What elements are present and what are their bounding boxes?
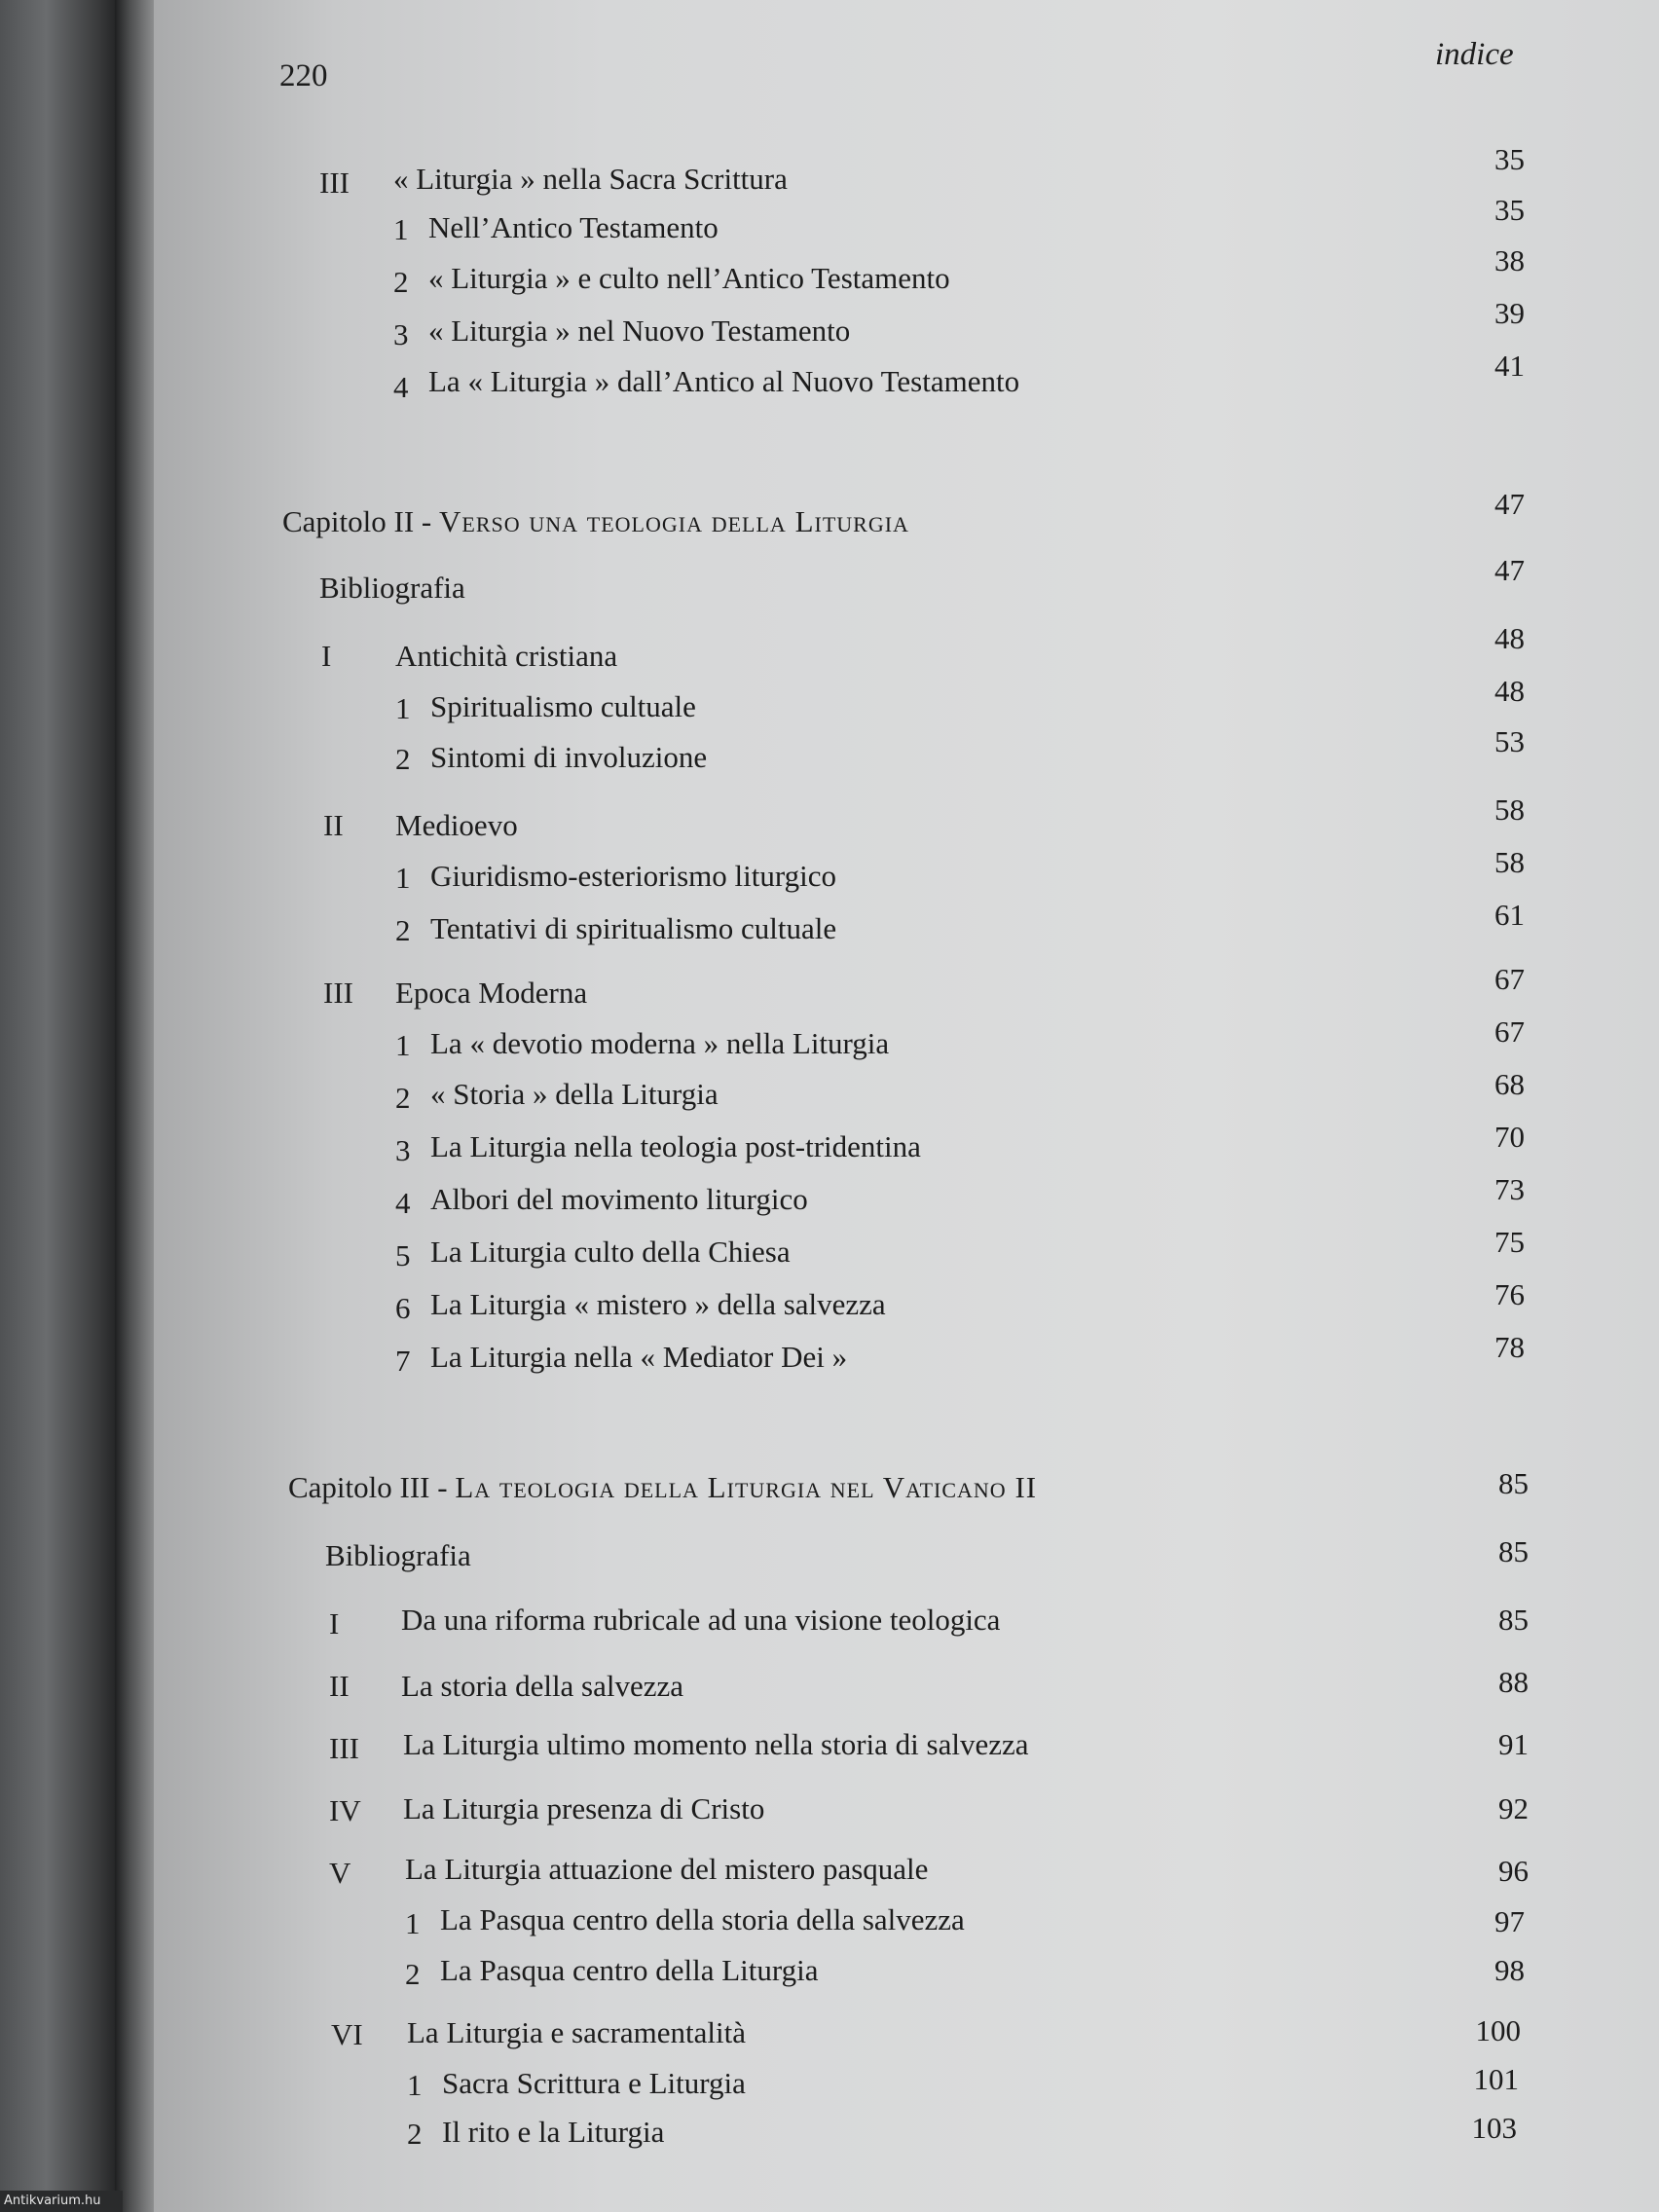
toc-part-title: La Liturgia presenza di Cristo [403,1791,765,1825]
toc-part-title: La Liturgia attuazione del mistero pasquale [405,1852,929,1886]
toc-part-number: IV [329,1793,361,1827]
toc-part-title: Antichità cristiana [395,639,618,673]
toc-item-title: Sacra Scrittura e Liturgia [442,2066,746,2100]
toc-page-number: 61 [1494,898,1525,932]
toc-item-number: 4 [393,370,409,404]
page-number: 220 [279,58,328,93]
toc-page-number: 48 [1494,621,1525,655]
toc-page-number: 58 [1494,793,1525,827]
running-title: indice [1435,37,1514,72]
toc-item-number: 4 [395,1186,411,1220]
toc-page-number: 78 [1494,1330,1525,1364]
toc-item-number: 1 [395,861,411,895]
toc-item-title: « Liturgia » e culto nell’Antico Testamento [428,261,950,295]
toc-page-number: 98 [1494,1953,1525,1987]
toc-item-number: 2 [395,1081,411,1115]
toc-part-title: Epoca Moderna [395,976,588,1010]
toc-part-number: III [323,976,353,1010]
toc-item-title: La « devotio moderna » nella Liturgia [430,1026,890,1060]
toc-item-number: 7 [395,1344,411,1378]
toc-page-number: 53 [1494,724,1525,758]
toc-item-number: 2 [395,913,411,947]
toc-page-number: 92 [1498,1791,1529,1825]
book-spine [0,0,115,2212]
toc-item-number: 3 [395,1133,411,1167]
chapter-title: La teologia della Liturgia nel Vaticano II [455,1470,1038,1504]
chapter-prefix: Capitolo II - [282,504,439,538]
toc-item-number: 1 [395,1028,411,1062]
toc-page-number: 91 [1498,1727,1529,1761]
toc-item-title: La Pasqua centro della Liturgia [440,1953,819,1987]
toc-item-number: 6 [395,1291,411,1325]
toc-item-number: 2 [407,2117,423,2151]
toc-page-number: 67 [1494,1014,1525,1049]
toc-page-number: 97 [1494,1904,1525,1938]
toc-item-title: « Storia » della Liturgia [430,1077,719,1111]
toc-page-number: 73 [1494,1172,1525,1206]
toc-item-title: Nell’Antico Testamento [428,210,719,244]
toc-page-number: 70 [1494,1120,1525,1154]
toc-item-number: 1 [405,1906,421,1940]
toc-part-number: II [329,1669,350,1703]
toc-page-number: 75 [1494,1225,1525,1259]
toc-item-number: 5 [395,1238,411,1272]
toc-page-number: 35 [1494,142,1525,176]
toc-item-number: 1 [395,691,411,725]
toc-part-number: VI [331,2017,363,2051]
toc-item-title: La Liturgia nella teologia post-tridentina [430,1129,921,1163]
toc-part-title: La Liturgia ultimo momento nella storia di salvezza [403,1727,1029,1761]
toc-item-title: La « Liturgia » dall’Antico al Nuovo Testamento [428,364,1020,398]
toc-page-number: 47 [1494,487,1525,521]
toc-item-number: 1 [393,212,409,246]
toc-page-number: 88 [1498,1665,1529,1699]
toc-part-number: III [319,166,350,200]
toc-page-number: 48 [1494,674,1525,708]
toc-page-number: 96 [1498,1854,1529,1888]
toc-page-number: 58 [1494,845,1525,879]
toc-page-number: 35 [1494,193,1525,227]
toc-part-title: La Liturgia e sacramentalità [407,2015,747,2049]
chapter-heading [282,504,909,539]
toc-item-number: 2 [393,265,409,299]
toc-item-title: Sintomi di involuzione [430,740,708,774]
toc-part-title: La storia della salvezza [401,1669,684,1703]
toc-part-number: I [329,1606,340,1641]
toc-page-number: 41 [1494,349,1525,383]
toc-page-number: 103 [1471,2111,1517,2145]
toc-page-number: 85 [1498,1603,1529,1637]
toc-page-number: 38 [1494,243,1525,277]
toc-item-title: Il rito e la Liturgia [442,2115,665,2149]
toc-item-number: 3 [393,317,409,351]
toc-page-number: 100 [1475,2013,1521,2047]
toc-item-title: Tentativi di spiritualismo cultuale [430,911,837,945]
toc-page-number: 85 [1498,1466,1529,1500]
toc-part-number: V [329,1856,351,1890]
page-gutter [115,0,154,2212]
toc-page-number: 68 [1494,1067,1525,1101]
toc-part-number: II [323,808,344,842]
chapter-heading [288,1470,1037,1505]
chapter-title: Verso una teologia della Liturgia [439,504,909,538]
toc-part-number: III [329,1731,359,1765]
bibliography-label: Bibliografia [319,571,465,605]
toc-part-title: « Liturgia » nella Sacra Scrittura [393,162,788,196]
toc-page-number: 67 [1494,962,1525,996]
toc-part-number: I [321,639,332,673]
toc-page-number: 47 [1494,553,1525,587]
toc-item-number: 2 [395,742,411,776]
toc-item-title: Albori del movimento liturgico [430,1182,808,1216]
toc-item-title: « Liturgia » nel Nuovo Testamento [428,313,851,348]
toc-page-number: 85 [1498,1534,1529,1568]
toc-item-title: La Liturgia culto della Chiesa [430,1235,791,1269]
toc-item-title: Giuridismo-esteriorismo liturgico [430,859,837,893]
toc-part-title: Medioevo [395,808,518,842]
toc-item-title: Spiritualismo cultuale [430,689,696,723]
chapter-prefix: Capitolo III - [288,1470,456,1504]
toc-item-title: La Liturgia « mistero » della salvezza [430,1287,886,1321]
toc-page-number: 39 [1494,296,1525,330]
toc-item-title: La Liturgia nella « Mediator Dei » [430,1340,848,1374]
watermark: Antikvarium.hu [0,2191,123,2212]
bibliography-label: Bibliografia [325,1538,471,1572]
toc-page-number: 101 [1473,2062,1519,2096]
toc-page-number: 76 [1494,1277,1525,1311]
toc-part-title: Da una riforma rubricale ad una visione teologica [401,1603,1001,1637]
toc-item-number: 2 [405,1957,421,1991]
toc-item-number: 1 [407,2068,423,2102]
toc-item-title: La Pasqua centro della storia della salvezza [440,1902,965,1936]
